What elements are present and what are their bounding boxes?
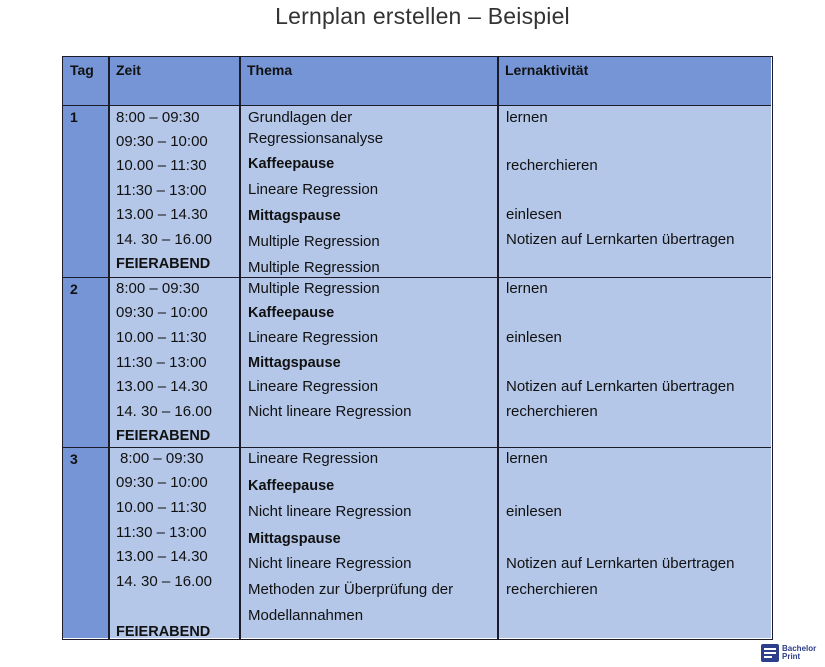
day-3-thema-5: Methoden zur Überprüfung der — [248, 581, 454, 598]
header-lernaktivitaet: Lernaktivität — [498, 57, 771, 106]
day-3-row — [109, 448, 771, 638]
day-1-thema-4: Mittagspause — [248, 208, 341, 224]
logo-line-1: Bachelor — [782, 644, 817, 653]
day-1-row — [109, 106, 771, 278]
day-2-row — [109, 278, 771, 448]
day-3-aktivitaet-2: Notizen auf Lernkarten übertragen — [506, 555, 735, 572]
day-1-zeit-0: 8:00 – 09:30 — [116, 109, 200, 126]
day-3-aktivitaet-3: recherchieren — [506, 581, 598, 598]
day-2-zeit-1: 09:30 – 10:00 — [116, 304, 208, 321]
day-3-thema-2: Nicht lineare Regression — [248, 503, 412, 520]
day-3-zeit-6: FEIERABEND — [116, 624, 211, 640]
day-3-thema-3: Mittagspause — [248, 531, 341, 547]
day-1-thema-0: Grundlagen der — [248, 109, 353, 126]
day-1-aktivitaet-3: Notizen auf Lernkarten übertragen — [506, 231, 735, 248]
day-3-thema-1: Kaffeepause — [248, 478, 335, 494]
day-3-tag: 3 — [63, 448, 109, 638]
day-2-thema-2: Lineare Regression — [248, 329, 379, 346]
day-2-tag: 2 — [63, 278, 109, 448]
day-1-thema-1: Regressionsanalyse — [248, 130, 384, 147]
day-1-thema-2: Kaffeepause — [248, 156, 335, 172]
day-2-thema-3: Mittagspause — [248, 355, 341, 371]
day-2-thema-4: Lineare Regression — [248, 378, 379, 395]
day-2-zeit-2: 10.00 – 11:30 — [116, 329, 207, 346]
day-2-aktivitaet-2: Notizen auf Lernkarten übertragen — [506, 378, 735, 395]
day-3-aktivitaet-1: einlesen — [506, 503, 562, 520]
day-1-thema-3: Lineare Regression — [248, 181, 379, 198]
day-3-thema-0: Lineare Regression — [248, 450, 379, 467]
day-1-aktivitaet-1: recherchieren — [506, 157, 598, 174]
day-1-zeit-6: FEIERABEND — [116, 256, 211, 272]
header-thema: Thema — [240, 57, 498, 106]
day-3-aktivitaet-0: lernen — [506, 450, 548, 467]
day-2-zeit-4: 13.00 – 14.30 — [116, 378, 208, 395]
header-tag: Tag — [63, 57, 109, 106]
divider — [497, 57, 499, 639]
day-1-zeit-1: 09:30 – 10:00 — [116, 133, 208, 150]
header-zeit: Zeit — [109, 57, 240, 106]
day-2-zeit-5: 14. 30 – 16.00 — [116, 403, 212, 420]
day-2-thema-5: Nicht lineare Regression — [248, 403, 412, 420]
day-2-aktivitaet-3: recherchieren — [506, 403, 598, 420]
logo-text — [782, 645, 816, 661]
day-1-zeit-4: 13.00 – 14.30 — [116, 206, 208, 223]
day-3-zeit-3: 11:30 – 13:00 — [116, 524, 207, 541]
day-1-thema-6: Multiple Regression — [248, 259, 380, 276]
day-2-zeit-6: FEIERABEND — [116, 428, 211, 444]
day-2-thema-1: Kaffeepause — [248, 305, 335, 321]
day-1-aktivitaet-2: einlesen — [506, 206, 562, 223]
day-3-thema-6: Modellannahmen — [248, 607, 364, 624]
day-3-zeit-1: 09:30 – 10:00 — [116, 474, 208, 491]
divider — [239, 57, 241, 639]
lernplan-table — [62, 56, 773, 640]
day-2-zeit-3: 11:30 – 13:00 — [116, 354, 207, 371]
divider — [108, 57, 110, 639]
day-1-aktivitaet-0: lernen — [506, 109, 548, 126]
day-3-zeit-5: 14. 30 – 16.00 — [116, 573, 212, 590]
logo-line-2: Print — [782, 652, 801, 661]
day-1-zeit-2: 10.00 – 11:30 — [116, 157, 207, 174]
day-3-zeit-2: 10.00 – 11:30 — [116, 499, 207, 516]
day-2-aktivitaet-1: einlesen — [506, 329, 562, 346]
day-3-zeit-4: 13.00 – 14.30 — [116, 548, 208, 565]
day-2-thema-0: Multiple Regression — [248, 280, 380, 297]
day-1-zeit-5: 14. 30 – 16.00 — [116, 231, 212, 248]
day-2-aktivitaet-0: lernen — [506, 280, 548, 297]
day-2-zeit-0: 8:00 – 09:30 — [116, 280, 200, 297]
day-1-zeit-3: 11:30 – 13:00 — [116, 182, 207, 199]
page-title: Lernplan erstellen – Beispiel — [275, 3, 570, 29]
day-3-zeit-0: 8:00 – 09:30 — [120, 450, 204, 467]
day-3-thema-4: Nicht lineare Regression — [248, 555, 412, 572]
day-1-thema-5: Multiple Regression — [248, 233, 380, 250]
day-1-tag: 1 — [63, 106, 109, 278]
